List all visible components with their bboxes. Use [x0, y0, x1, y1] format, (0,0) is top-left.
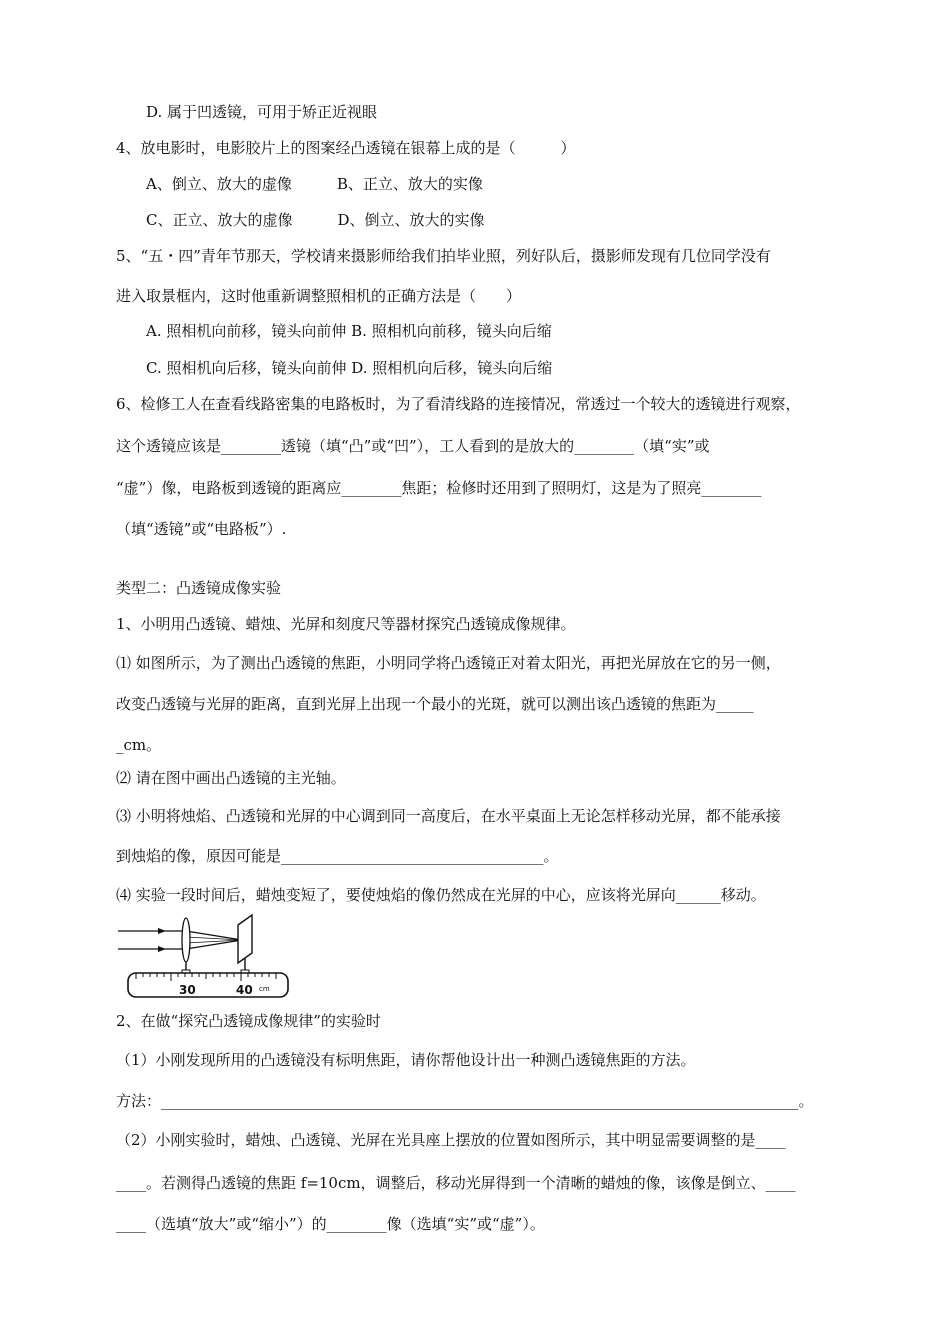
- q4-options-cd: C、正立、放大的虚像 D、倒立、放大的实像: [146, 211, 485, 229]
- ray-bottom-arrow: [158, 946, 166, 952]
- q3-option-d: D. 属于凹透镜，可用于矫正近视眼: [146, 103, 378, 121]
- s2q1-part2: ⑵ 请在图中画出凸透镜的主光轴。: [116, 769, 346, 787]
- q6-line2: 这个透镜应该是________透镜（填“凸”或“凹”），工人看到的是放大的________（填“实”或: [116, 437, 710, 455]
- ruler-unit: cm: [259, 985, 270, 993]
- q4-options-ab: A、倒立、放大的虚像 B、正立、放大的实像: [146, 175, 483, 193]
- s2q2-part2-line1: （2）小刚实验时，蜡烛、凸透镜、光屏在光具座上摆放的位置如图所示，其中明显需要调整的是____: [116, 1131, 786, 1149]
- q6-line1: 6、检修工人在查看线路密集的电路板时，为了看清线路的连接情况，常透过一个较大的透镜进行观察，: [116, 395, 801, 413]
- ruler-label-30: 30: [179, 983, 196, 997]
- convex-lens: [182, 918, 190, 962]
- section-heading: 类型二：凸透镜成像实验: [116, 579, 282, 597]
- ray-top-arrow: [158, 928, 166, 934]
- s2q2-part1: （1）小刚发现所用的凸透镜没有标明焦距，请你帮他设计出一种测凸透镜焦距的方法。: [116, 1051, 696, 1069]
- s2q1-part1-line1: ⑴ 如图所示，为了测出凸透镜的焦距，小明同学将凸透镜正对着太阳光，再把光屏放在它的另一侧，: [116, 654, 781, 672]
- s2q2-method: 方法：_____________________________________________________________________________________。: [116, 1092, 814, 1110]
- s2q1-part3-line1: ⑶ 小明将烛焰、凸透镜和光屏的中心调到同一高度后，在水平桌面上无论怎样移动光屏，都不能承接: [116, 807, 781, 825]
- s2q1-part1-line3: _cm。: [116, 736, 162, 754]
- q6-line4: （填“透镜”或“电路板”）.: [116, 520, 287, 538]
- s2q1-part1-line2: 改变凸透镜与光屏的距离，直到光屏上出现一个最小的光斑，就可以测出该凸透镜的焦距为_____: [116, 695, 754, 713]
- s2q2-part2-line3: ____（选填“放大”或“缩小”）的________像（选填“实”或“虚”）。: [116, 1215, 545, 1233]
- q5-stem-line1: 5、“五・四”青年节那天，学校请来摄影师给我们拍毕业照，列好队后，摄影师发现有几位同学没有: [116, 247, 771, 265]
- s2q1-stem: 1、小明用凸透镜、蜡烛、光屏和刻度尺等器材探究凸透镜成像规律。: [116, 615, 576, 633]
- q5-options-ab: A. 照相机向前移，镜头向前伸 B. 照相机向前移，镜头向后缩: [146, 322, 552, 340]
- s2q1-part3-line2: 到烛焰的像，原因可能是___________________________________。: [116, 847, 559, 865]
- q5-options-cd: C. 照相机向后移，镜头向前伸 D. 照相机向后移，镜头向后缩: [146, 359, 553, 377]
- lens-ruler-figure: [116, 913, 294, 1003]
- light-screen: [238, 915, 252, 963]
- q5-stem-line2: 进入取景框内，这时他重新调整照相机的正确方法是（ ）: [116, 287, 522, 305]
- s2q2-part2-line2: ____。若测得凸透镜的焦距 f=10cm，调整后，移动光屏得到一个清晰的蜡烛的像，该像是倒立、____: [116, 1174, 796, 1192]
- s2q2-stem: 2、在做“探究凸透镜成像规律”的实验时: [116, 1012, 381, 1030]
- q4-stem: 4、放电影时，电影胶片上的图案经凸透镜在银幕上成的是（ ）: [116, 139, 576, 157]
- s2q1-part4: ⑷ 实验一段时间后，蜡烛变短了，要使烛焰的像仍然成在光屏的中心，应该将光屏向______移动。: [116, 886, 766, 904]
- ruler-label-40: 40: [236, 983, 253, 997]
- q6-line3: “虚”）像，电路板到透镜的距离应________焦距；检修时还用到了照明灯，这是为了照亮________: [116, 479, 762, 497]
